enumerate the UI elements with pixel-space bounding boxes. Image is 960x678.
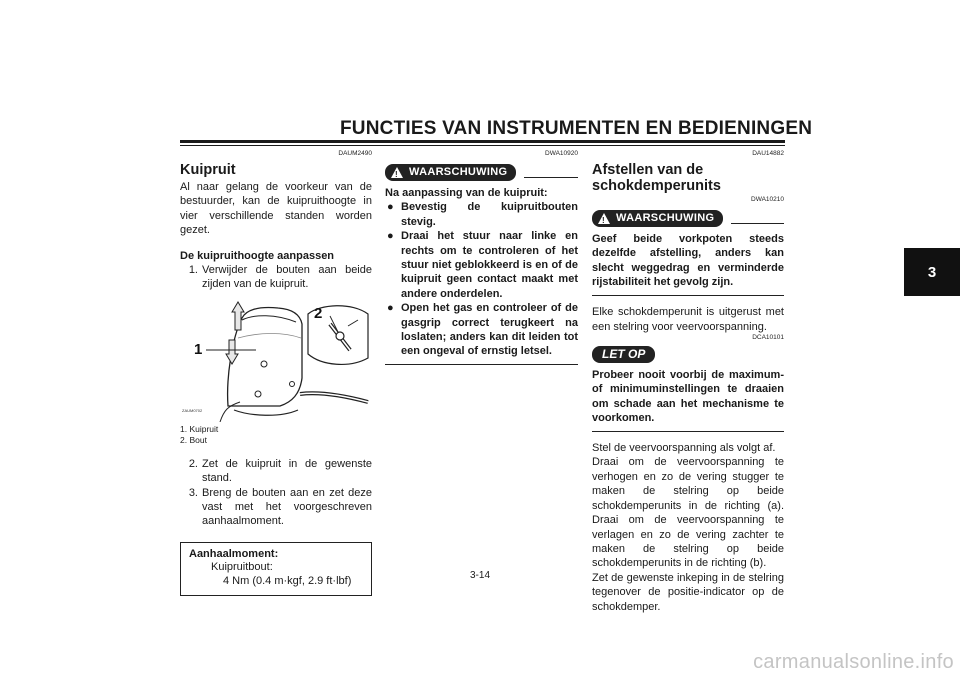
bullet-text: Draai het stuur naar linke en rechts om te controleren of het stuur niet geblokkeerd is en of de kuipruit geen contact maakt met andere onderdelen. <box>401 230 578 300</box>
warning-code: DWA10210 <box>751 196 784 203</box>
windshield-illustration <box>180 298 372 422</box>
paragraph: Stel de veervoorspanning als volgt af. <box>592 442 776 455</box>
callout-1: 1 <box>194 340 203 358</box>
column-windshield <box>180 150 372 596</box>
warning-badge <box>592 210 723 227</box>
step-number: 3. <box>188 486 198 499</box>
notice-code: DCA10101 <box>752 333 784 341</box>
warning-text: Geef beide vorkpoten steeds dezelfde afstelling, anders kan slecht weggedrag en verminderde rijstabiliteit het gevolg zijn. <box>592 233 784 289</box>
paragraph: Elke schokdemperunit is uitgerust met een stelring voor veervoorspanning. <box>592 306 784 333</box>
paragraph: Zet de gewenste inkeping in de stelring tegenover de positie-indicator op de schokdemper. <box>592 571 784 613</box>
step-number: 1. <box>188 264 198 277</box>
warning-label: WAARSCHUWING <box>409 166 508 179</box>
notice-text: Probeer nooit voorbij de maximum- of minimuminstellingen te draaien om schade aan het mechanisme te voorkomen. <box>592 368 784 425</box>
header-rule <box>180 140 785 143</box>
step-number: 2. <box>188 457 198 470</box>
warning-header <box>385 164 578 181</box>
steps-list-a <box>180 263 372 292</box>
warning-bullets <box>385 200 578 358</box>
bullet-icon: ● <box>387 230 394 243</box>
windshield-figure <box>180 298 372 422</box>
section-code: DAUM2490 <box>338 150 372 157</box>
torque-spec-box <box>180 542 372 597</box>
page-header-title: FUNCTIES VAN INSTRUMENTEN EN BEDIENINGEN <box>340 118 813 139</box>
warning-bullet <box>385 200 578 229</box>
warning-rule <box>731 223 784 224</box>
warning-triangle-icon: ! <box>598 213 610 224</box>
header-rule-thin <box>180 145 785 146</box>
warning-rule <box>524 177 578 178</box>
warning-end-rule <box>592 295 784 297</box>
step-text: Zet de kuipruit in de gewenste stand. <box>202 457 372 485</box>
bullet-icon: ● <box>387 302 394 315</box>
column-shock-absorbers <box>592 150 784 614</box>
step-text: Breng de bouten aan en zet deze vast met het voorgeschreven aanhaalmoment. <box>202 486 372 528</box>
paragraph: Draai om de veervoorspanning te verhogen en zo de vering stugger te maken de stelring op beide schokdemperunits in de richting (a). Draai om de veervoorspanning te verlagen en zo de vering zachter te maken de stelring op beide schokdemperunits in de richting (b). <box>592 456 784 570</box>
step-item <box>180 486 372 529</box>
warning-label: WAARSCHUWING <box>616 212 715 225</box>
bullet-text: Bevestig de kuipruitbouten stevig. <box>401 201 578 228</box>
step-text: Verwijder de bouten aan beide zijden van de kuipruit. <box>202 264 372 291</box>
page-number: 3-14 <box>469 570 490 581</box>
warning-bullet <box>385 301 578 359</box>
spec-label: Aanhaalmoment: <box>189 547 279 560</box>
notice-badge: LET OP <box>592 346 655 363</box>
notice-end-rule <box>592 431 784 433</box>
figure-caption-2: 2. Bout <box>180 435 207 446</box>
warning-lead: Na aanpassing van de kuipruit: <box>385 187 548 199</box>
steps-list-b <box>180 457 372 529</box>
section-code: DAU14882 <box>752 150 784 157</box>
warning-bullet <box>385 229 578 301</box>
warning-code: DWA10920 <box>545 150 578 157</box>
figure-caption-1: 1. Kuipruit <box>180 423 219 434</box>
step-item <box>180 457 372 486</box>
intro-paragraph: Al naar gelang de voorkeur van de bestuurder, kan de kuipruithoogte in vier verschillende standen worden gezet. <box>180 181 372 237</box>
notice-header <box>592 346 784 363</box>
spec-value: 4 Nm (0.4 m·kgf, 2.9 ft·lbf) <box>223 574 352 587</box>
warning-end-rule <box>385 364 578 366</box>
bullet-icon: ● <box>387 201 394 214</box>
figure-code: ZAUM0702 <box>182 407 203 413</box>
subheading: De kuipruithoogte aanpassen <box>180 249 335 262</box>
warning-badge <box>385 164 516 181</box>
step-item <box>180 263 372 292</box>
section-heading: Afstellen van de schokdemperunits <box>592 162 721 194</box>
section-heading: Kuipruit <box>180 162 236 178</box>
bullet-text: Open het gas en controleer of de gasgrip correct terugkeert na loslaten; anders kan dit leiden tot een ongeval of ernstig letsel. <box>401 302 578 358</box>
spec-item: Kuipruitbout: <box>211 561 273 574</box>
callout-2: 2 <box>314 304 323 322</box>
chapter-tab: 3 <box>904 248 960 296</box>
column-warning <box>385 150 578 374</box>
warning-triangle-icon: ! <box>391 167 403 178</box>
warning-header <box>592 210 784 227</box>
watermark: carmanualsonline.info <box>753 651 954 673</box>
